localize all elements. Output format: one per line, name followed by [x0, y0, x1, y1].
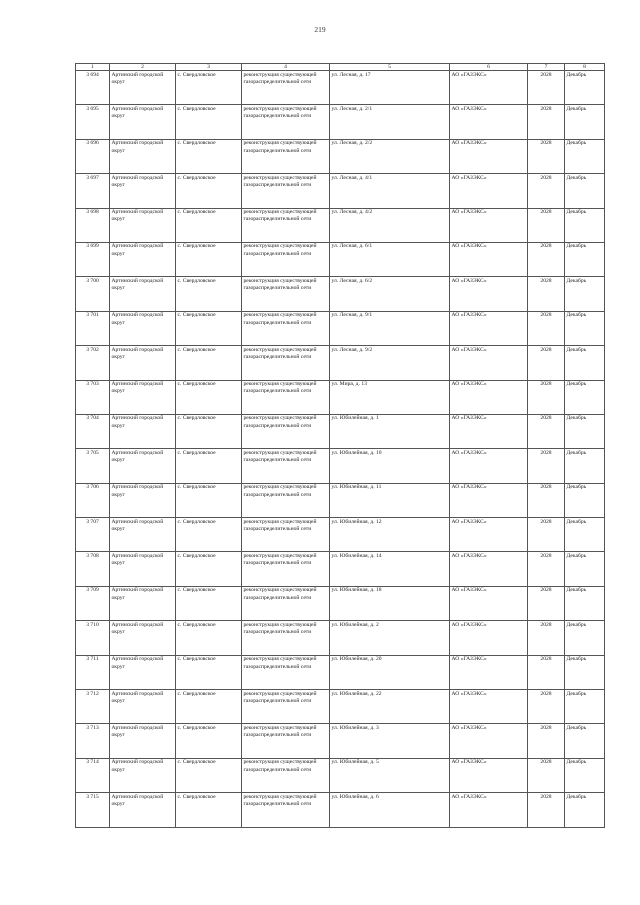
district-cell: Артинский городской округ [110, 380, 176, 414]
row-number-cell: 3 711 [76, 655, 110, 689]
work-type-cell: реконструкция существующей газораспределительной сети [242, 277, 330, 311]
district-cell: Артинский городской округ [110, 208, 176, 242]
year-cell: 2028 [528, 483, 565, 517]
table-row [76, 449, 605, 483]
address-cell: ул. Юбилейная, д. 20 [330, 655, 450, 689]
work-type-cell: реконструкция существующей газораспределительной сети [242, 311, 330, 345]
year-cell: 2028 [528, 242, 565, 276]
district-cell: Артинский городской округ [110, 174, 176, 208]
table-row [76, 655, 605, 689]
settlement-cell: с. Свердловское [176, 139, 242, 173]
row-number-cell: 3 700 [76, 277, 110, 311]
organization-cell: АО «ГАЗЭКС» [450, 655, 528, 689]
month-cell: Декабрь [565, 552, 605, 586]
row-number-cell: 3 695 [76, 105, 110, 139]
table-body [76, 71, 605, 828]
row-number-cell: 3 703 [76, 380, 110, 414]
work-type-cell: реконструкция существующей газораспределительной сети [242, 139, 330, 173]
table-row [76, 758, 605, 792]
month-cell: Декабрь [565, 277, 605, 311]
month-cell: Декабрь [565, 139, 605, 173]
month-cell: Декабрь [565, 724, 605, 758]
work-type-cell: реконструкция существующей газораспределительной сети [242, 346, 330, 380]
month-cell: Декабрь [565, 586, 605, 620]
organization-cell: АО «ГАЗЭКС» [450, 277, 528, 311]
address-cell: ул. Лесная, д. 9/2 [330, 346, 450, 380]
settlement-cell: с. Свердловское [176, 518, 242, 552]
settlement-cell: с. Свердловское [176, 105, 242, 139]
table-header [76, 64, 605, 71]
district-cell: Артинский городской округ [110, 793, 176, 827]
month-cell: Декабрь [565, 105, 605, 139]
month-cell: Декабрь [565, 518, 605, 552]
month-cell: Декабрь [565, 71, 605, 105]
column-header: 6 [450, 64, 528, 71]
month-cell: Декабрь [565, 758, 605, 792]
district-cell: Артинский городской округ [110, 414, 176, 448]
district-cell: Артинский городской округ [110, 552, 176, 586]
district-cell: Артинский городской округ [110, 346, 176, 380]
address-cell: ул. Юбилейная, д. 18 [330, 586, 450, 620]
district-cell: Артинский городской округ [110, 621, 176, 655]
row-number-cell: 3 701 [76, 311, 110, 345]
table-row [76, 139, 605, 173]
settlement-cell: с. Свердловское [176, 724, 242, 758]
organization-cell: АО «ГАЗЭКС» [450, 242, 528, 276]
table-row [76, 483, 605, 517]
row-number-cell: 3 712 [76, 690, 110, 724]
row-number-cell: 3 705 [76, 449, 110, 483]
settlement-cell: с. Свердловское [176, 586, 242, 620]
table-row [76, 586, 605, 620]
district-cell: Артинский городской округ [110, 242, 176, 276]
table-row [76, 793, 605, 827]
row-number-cell: 3 697 [76, 174, 110, 208]
settlement-cell: с. Свердловское [176, 552, 242, 586]
work-type-cell: реконструкция существующей газораспределительной сети [242, 758, 330, 792]
row-number-cell: 3 708 [76, 552, 110, 586]
row-number-cell: 3 714 [76, 758, 110, 792]
settlement-cell: с. Свердловское [176, 690, 242, 724]
row-number-cell: 3 709 [76, 586, 110, 620]
district-cell: Артинский городской округ [110, 690, 176, 724]
month-cell: Декабрь [565, 690, 605, 724]
year-cell: 2028 [528, 690, 565, 724]
address-cell: ул. Юбилейная, д. 14 [330, 552, 450, 586]
address-cell: ул. Юбилейная, д. 1 [330, 414, 450, 448]
month-cell: Декабрь [565, 174, 605, 208]
month-cell: Декабрь [565, 621, 605, 655]
table-row [76, 277, 605, 311]
address-cell: ул. Лесная, д. 9/1 [330, 311, 450, 345]
work-type-cell: реконструкция существующей газораспределительной сети [242, 690, 330, 724]
organization-cell: АО «ГАЗЭКС» [450, 724, 528, 758]
row-number-cell: 3 699 [76, 242, 110, 276]
settlement-cell: с. Свердловское [176, 758, 242, 792]
address-cell: ул. Лесная, д. 4/1 [330, 174, 450, 208]
month-cell: Декабрь [565, 793, 605, 827]
row-number-cell: 3 710 [76, 621, 110, 655]
work-type-cell: реконструкция существующей газораспределительной сети [242, 414, 330, 448]
address-cell: ул. Юбилейная, д. 22 [330, 690, 450, 724]
table-row [76, 346, 605, 380]
address-cell: ул. Юбилейная, д. 12 [330, 518, 450, 552]
page-number: 219 [314, 25, 326, 34]
table-row [76, 174, 605, 208]
work-type-cell: реконструкция существующей газораспределительной сети [242, 174, 330, 208]
work-type-cell: реконструкция существующей газораспределительной сети [242, 586, 330, 620]
month-cell: Декабрь [565, 380, 605, 414]
column-header: 8 [565, 64, 605, 71]
table-row [76, 380, 605, 414]
table-row [76, 71, 605, 105]
year-cell: 2028 [528, 71, 565, 105]
settlement-cell: с. Свердловское [176, 242, 242, 276]
year-cell: 2028 [528, 518, 565, 552]
work-type-cell: реконструкция существующей газораспределительной сети [242, 518, 330, 552]
organization-cell: АО «ГАЗЭКС» [450, 793, 528, 827]
address-cell: ул. Лесная, д. 4/2 [330, 208, 450, 242]
header-row [76, 64, 605, 71]
year-cell: 2028 [528, 758, 565, 792]
address-cell: ул. Юбилейная, д. 3 [330, 724, 450, 758]
work-type-cell: реконструкция существующей газораспределительной сети [242, 449, 330, 483]
year-cell: 2028 [528, 277, 565, 311]
column-header: 7 [528, 64, 565, 71]
row-number-cell: 3 713 [76, 724, 110, 758]
month-cell: Декабрь [565, 208, 605, 242]
settlement-cell: с. Свердловское [176, 483, 242, 517]
address-cell: ул. Мира, д. 13 [330, 380, 450, 414]
district-cell: Артинский городской округ [110, 139, 176, 173]
organization-cell: АО «ГАЗЭКС» [450, 483, 528, 517]
table-row [76, 552, 605, 586]
year-cell: 2028 [528, 655, 565, 689]
table-row [76, 724, 605, 758]
organization-cell: АО «ГАЗЭКС» [450, 621, 528, 655]
year-cell: 2028 [528, 449, 565, 483]
year-cell: 2028 [528, 793, 565, 827]
organization-cell: АО «ГАЗЭКС» [450, 346, 528, 380]
row-number-cell: 3 715 [76, 793, 110, 827]
column-header: 5 [330, 64, 450, 71]
settlement-cell: с. Свердловское [176, 380, 242, 414]
district-cell: Артинский городской округ [110, 71, 176, 105]
year-cell: 2028 [528, 346, 565, 380]
settlement-cell: с. Свердловское [176, 174, 242, 208]
organization-cell: АО «ГАЗЭКС» [450, 586, 528, 620]
settlement-cell: с. Свердловское [176, 621, 242, 655]
address-cell: ул. Лесная, д. 17 [330, 71, 450, 105]
month-cell: Декабрь [565, 414, 605, 448]
table-row [76, 621, 605, 655]
organization-cell: АО «ГАЗЭКС» [450, 758, 528, 792]
column-header: 4 [242, 64, 330, 71]
district-cell: Артинский городской округ [110, 655, 176, 689]
district-cell: Артинский городской округ [110, 449, 176, 483]
row-number-cell: 3 707 [76, 518, 110, 552]
organization-cell: АО «ГАЗЭКС» [450, 449, 528, 483]
address-cell: ул. Юбилейная, д. 5 [330, 758, 450, 792]
address-cell: ул. Лесная, д. 2/2 [330, 139, 450, 173]
organization-cell: АО «ГАЗЭКС» [450, 174, 528, 208]
year-cell: 2028 [528, 380, 565, 414]
settlement-cell: с. Свердловское [176, 793, 242, 827]
settlement-cell: с. Свердловское [176, 277, 242, 311]
address-cell: ул. Юбилейная, д. 11 [330, 483, 450, 517]
organization-cell: АО «ГАЗЭКС» [450, 105, 528, 139]
month-cell: Декабрь [565, 655, 605, 689]
table-row [76, 690, 605, 724]
district-cell: Артинский городской округ [110, 483, 176, 517]
month-cell: Декабрь [565, 242, 605, 276]
organization-cell: АО «ГАЗЭКС» [450, 690, 528, 724]
address-cell: ул. Лесная, д. 6/2 [330, 277, 450, 311]
work-type-cell: реконструкция существующей газораспределительной сети [242, 105, 330, 139]
settlement-cell: с. Свердловское [176, 449, 242, 483]
organization-cell: АО «ГАЗЭКС» [450, 518, 528, 552]
district-cell: Артинский городской округ [110, 311, 176, 345]
settlement-cell: с. Свердловское [176, 311, 242, 345]
organization-cell: АО «ГАЗЭКС» [450, 414, 528, 448]
address-cell: ул. Лесная, д. 6/1 [330, 242, 450, 276]
row-number-cell: 3 696 [76, 139, 110, 173]
organization-cell: АО «ГАЗЭКС» [450, 208, 528, 242]
month-cell: Декабрь [565, 346, 605, 380]
year-cell: 2028 [528, 586, 565, 620]
work-type-cell: реконструкция существующей газораспределительной сети [242, 242, 330, 276]
address-cell: ул. Юбилейная, д. 2 [330, 621, 450, 655]
year-cell: 2028 [528, 105, 565, 139]
year-cell: 2028 [528, 414, 565, 448]
column-header: 3 [176, 64, 242, 71]
district-cell: Артинский городской округ [110, 518, 176, 552]
address-cell: ул. Лесная, д. 2/1 [330, 105, 450, 139]
row-number-cell: 3 694 [76, 71, 110, 105]
district-cell: Артинский городской округ [110, 724, 176, 758]
work-type-cell: реконструкция существующей газораспределительной сети [242, 208, 330, 242]
organization-cell: АО «ГАЗЭКС» [450, 71, 528, 105]
district-cell: Артинский городской округ [110, 758, 176, 792]
work-type-cell: реконструкция существующей газораспределительной сети [242, 71, 330, 105]
month-cell: Декабрь [565, 311, 605, 345]
year-cell: 2028 [528, 174, 565, 208]
organization-cell: АО «ГАЗЭКС» [450, 311, 528, 345]
work-type-cell: реконструкция существующей газораспределительной сети [242, 380, 330, 414]
address-cell: ул. Юбилейная, д. 10 [330, 449, 450, 483]
work-type-cell: реконструкция существующей газораспределительной сети [242, 552, 330, 586]
district-cell: Артинский городской округ [110, 105, 176, 139]
month-cell: Декабрь [565, 483, 605, 517]
work-type-cell: реконструкция существующей газораспределительной сети [242, 483, 330, 517]
settlement-cell: с. Свердловское [176, 208, 242, 242]
work-type-cell: реконструкция существующей газораспределительной сети [242, 655, 330, 689]
settlement-cell: с. Свердловское [176, 346, 242, 380]
organization-cell: АО «ГАЗЭКС» [450, 380, 528, 414]
settlement-cell: с. Свердловское [176, 414, 242, 448]
column-header: 2 [110, 64, 176, 71]
year-cell: 2028 [528, 552, 565, 586]
settlement-cell: с. Свердловское [176, 71, 242, 105]
column-header: 1 [76, 64, 110, 71]
row-number-cell: 3 702 [76, 346, 110, 380]
row-number-cell: 3 704 [76, 414, 110, 448]
row-number-cell: 3 698 [76, 208, 110, 242]
table-row [76, 208, 605, 242]
organization-cell: АО «ГАЗЭКС» [450, 552, 528, 586]
table-row [76, 242, 605, 276]
table-row [76, 414, 605, 448]
register-table [75, 63, 605, 828]
year-cell: 2028 [528, 724, 565, 758]
year-cell: 2028 [528, 208, 565, 242]
year-cell: 2028 [528, 311, 565, 345]
table-row [76, 311, 605, 345]
district-cell: Артинский городской округ [110, 277, 176, 311]
settlement-cell: с. Свердловское [176, 655, 242, 689]
year-cell: 2028 [528, 139, 565, 173]
district-cell: Артинский городской округ [110, 586, 176, 620]
year-cell: 2028 [528, 621, 565, 655]
work-type-cell: реконструкция существующей газораспределительной сети [242, 724, 330, 758]
organization-cell: АО «ГАЗЭКС» [450, 139, 528, 173]
address-cell: ул. Юбилейная, д. 6 [330, 793, 450, 827]
table-row [76, 105, 605, 139]
table-row [76, 518, 605, 552]
row-number-cell: 3 706 [76, 483, 110, 517]
month-cell: Декабрь [565, 449, 605, 483]
work-type-cell: реконструкция существующей газораспределительной сети [242, 793, 330, 827]
work-type-cell: реконструкция существующей газораспределительной сети [242, 621, 330, 655]
